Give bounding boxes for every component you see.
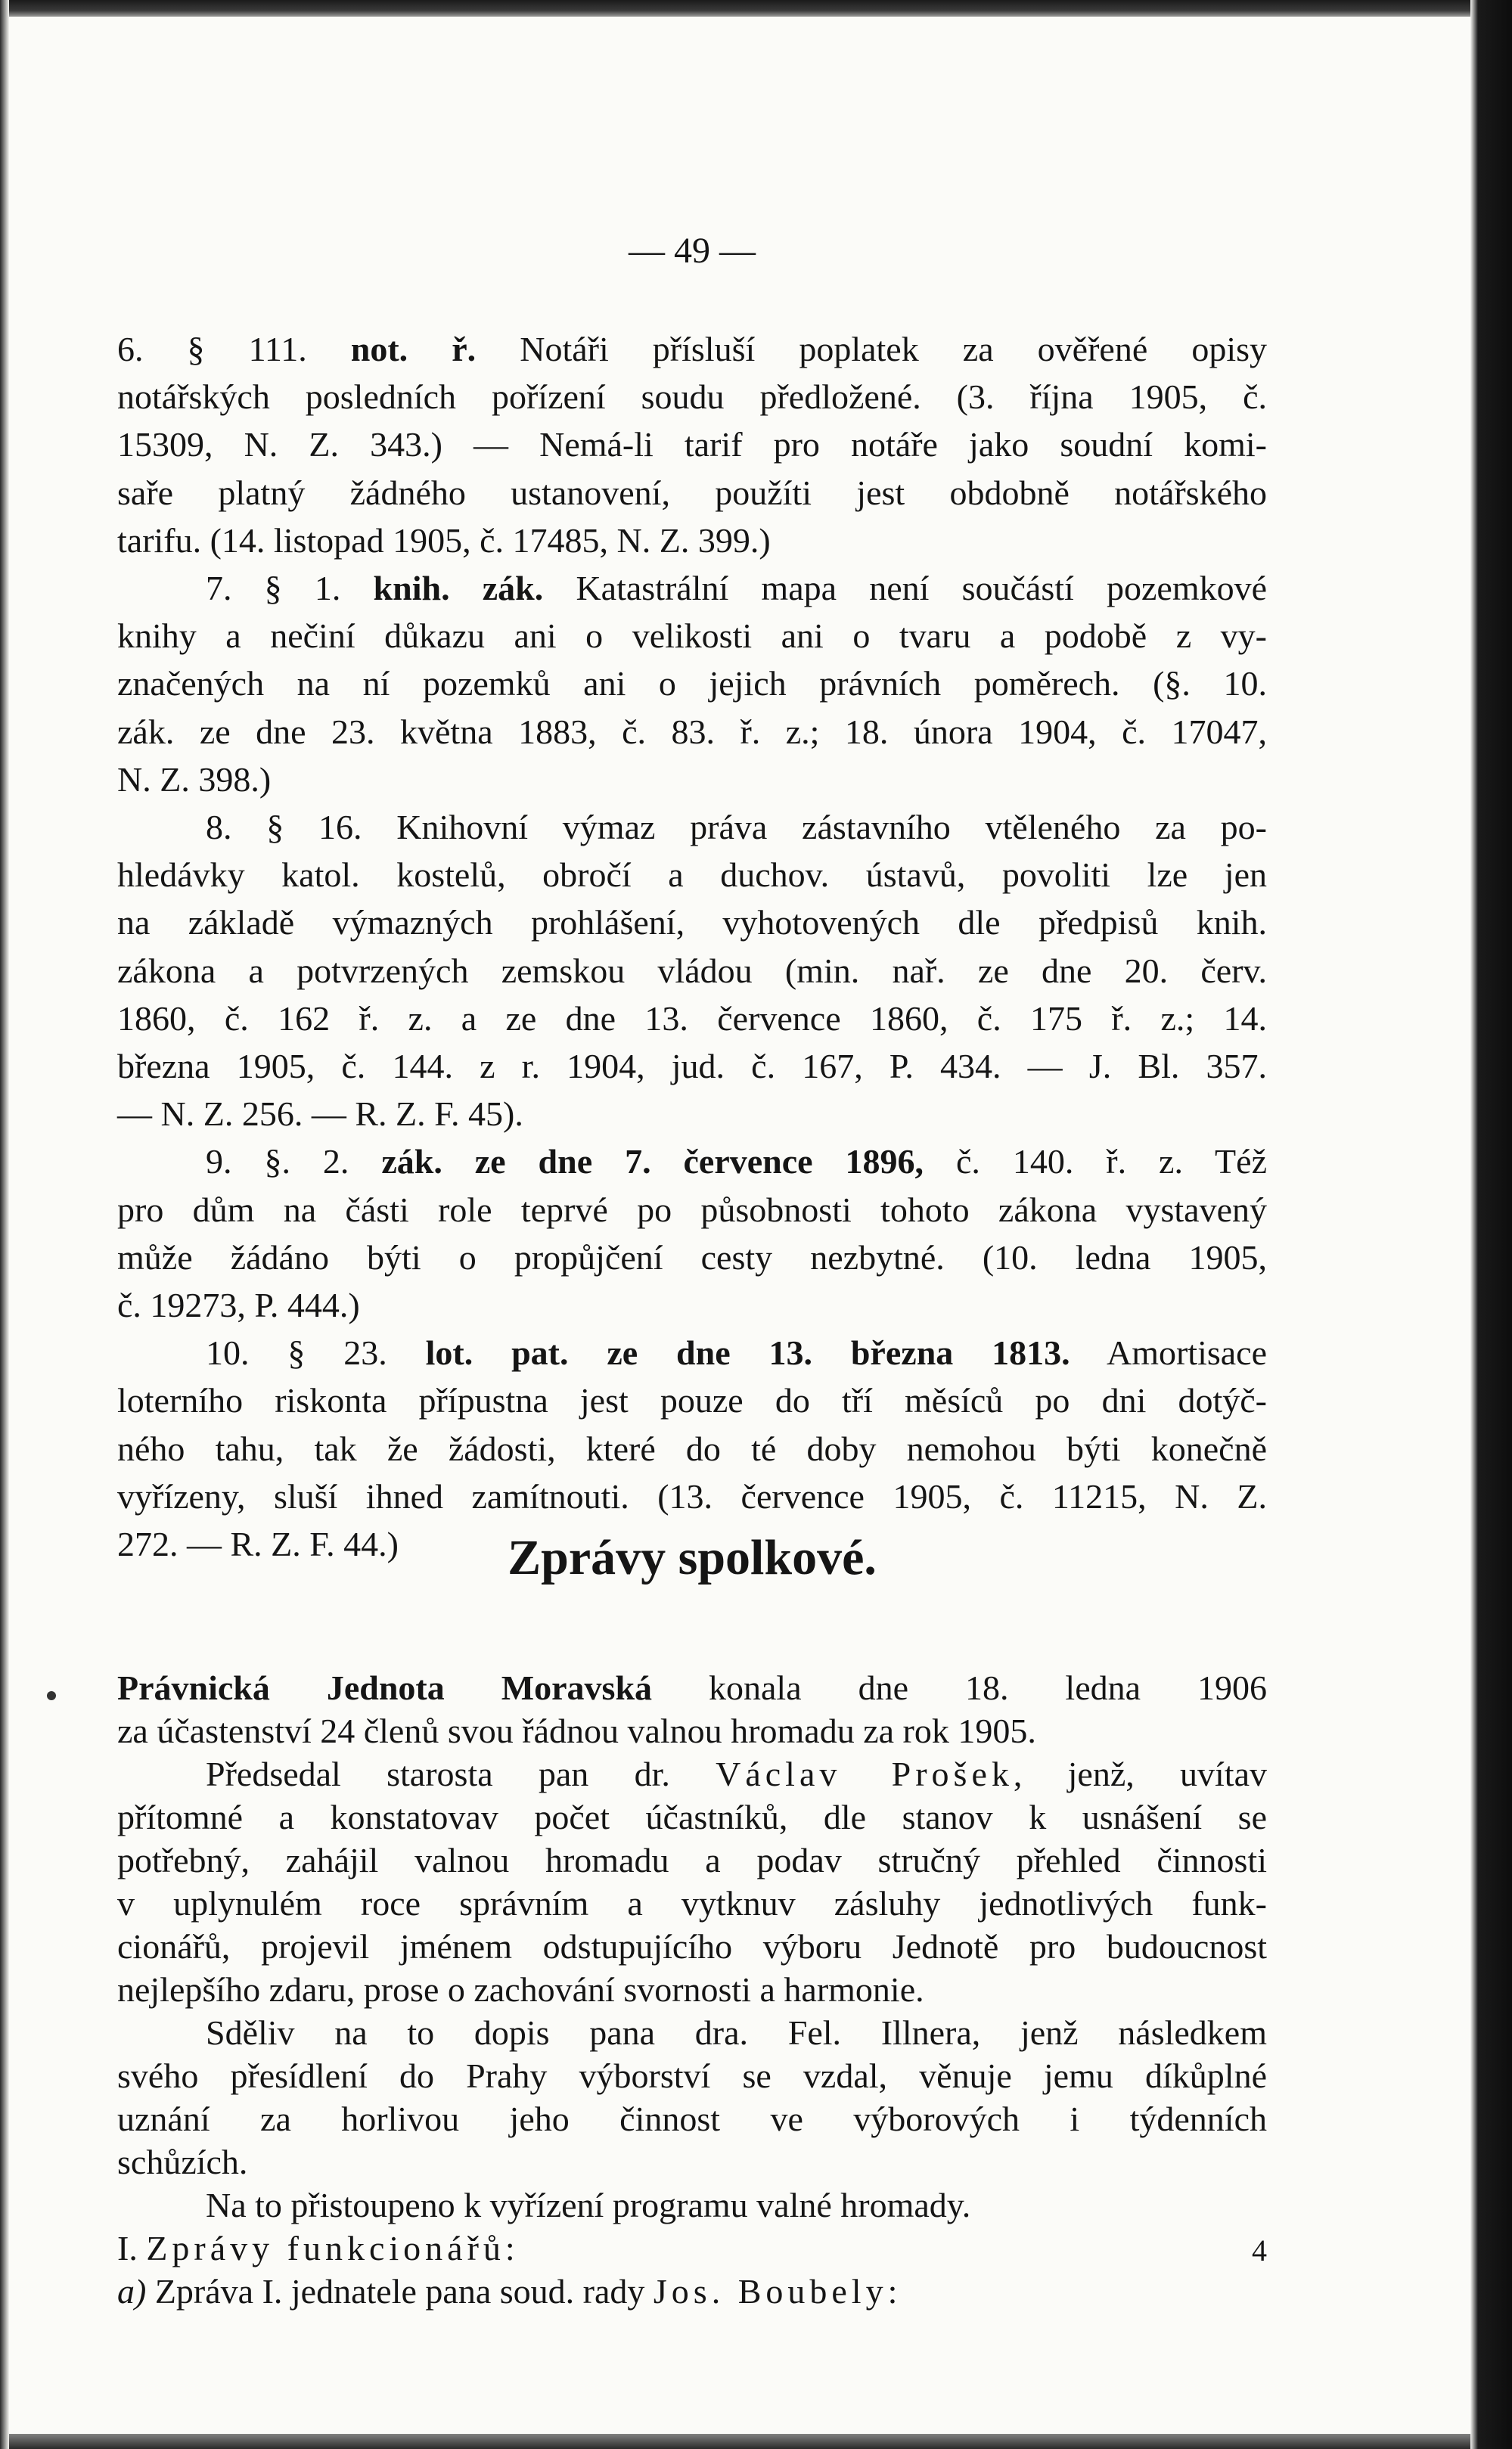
line-text-t: může žádáno býti o propůjčení cesty nezbytné. (10. ledna 1905, [117, 1237, 1267, 1277]
line-italic-i: a) [117, 2272, 147, 2311]
line-text-t: 8. § 16. Knihovní výmaz práva zástavního vtěleného za po- [206, 808, 1267, 846]
line-text-t: pro dům na části role teprvé po působnosti tohoto zákona vystavený [117, 1190, 1267, 1229]
margin-dot [47, 1691, 56, 1700]
line-text-t: vyřízeny, sluší ihned zamítnouti. (13. července 1905, č. 11215, N. Z. [117, 1476, 1267, 1516]
line-text-t: hledávky katol. kostelů, obročí a duchov. ústavů, povoliti lze jen [117, 855, 1267, 895]
text-line [117, 995, 1267, 1043]
line-text-t: svého přesídlení do Prahy výborství se vzdal, věnuje jemu díkůplné [117, 2056, 1267, 2095]
line-text-t: nejlepšího zdaru, prose o zachování svornosti a harmonie. [117, 1970, 924, 2009]
line-text-t: Notáři přísluší poplatek za ověřené opisy [476, 330, 1267, 368]
line-text-t: tarifu. (14. listopad 1905, č. 17485, N. Z. 399.) [117, 520, 771, 560]
scan-edge-right [1470, 0, 1512, 2449]
line-text-t: na základě výmazných prohlášení, vyhotovených dle předpisů knih. [117, 903, 1267, 942]
text-line [206, 803, 1267, 852]
line-text-t: schůzích. [117, 2143, 248, 2181]
line-text-t: saře platný žádného ustanovení, použíti jest obdobně notářského [117, 473, 1267, 512]
text-line [117, 1923, 1267, 1971]
line-text-t: přítomné a konstatovav počet účastníků, dle stanov k usnášení se [117, 1798, 1267, 1836]
text-line [117, 1966, 1267, 2014]
text-line [117, 1707, 1267, 1755]
section-heading: Zprávy spolkové. [508, 1530, 877, 1585]
line-lead-lead: 9. §. 2. [206, 1142, 382, 1181]
text-line [206, 1750, 1267, 1799]
line-text-t: ného tahu, tak že žádosti, které do té doby nemohou býti konečně [117, 1429, 1267, 1468]
scan-edge-left [0, 0, 9, 2449]
line-lead-lead: Zpráva I. jednatele pana soud. rady [146, 2272, 654, 2311]
text-line [117, 660, 1267, 708]
text-line [117, 1234, 1267, 1282]
line-text-t: potřebný, zahájil valnou hromadu a podav stručný přehled činnosti [117, 1841, 1267, 1879]
line-text-t: loterního riskonta přípustna jest pouze do tří měsíců po dni dotýč- [117, 1381, 1267, 1420]
text-line [117, 1425, 1267, 1473]
text-line [117, 2224, 1267, 2273]
line-bold-b: lot. pat. ze dne 13. března 1813. [425, 1333, 1070, 1373]
line-text-t: notářských posledních pořízení soudu předložené. (3. října 1905, č. [117, 377, 1267, 417]
text-line [117, 1836, 1267, 1885]
line-text-t: konala dne 18. ledna 1906 [652, 1668, 1267, 1707]
line-text-t: č. 19273, P. 444.) [117, 1286, 360, 1324]
line-lead-lead: 10. § 23. [206, 1333, 426, 1373]
line-spaced-sp: Václav Prošek [716, 1755, 1014, 1793]
text-line [117, 325, 1267, 374]
line-text-t: č. 140. ř. z. Též [924, 1142, 1267, 1181]
text-line [117, 1090, 1267, 1138]
text-line [117, 708, 1267, 756]
text-line [117, 2267, 1267, 2316]
line-lead-lead: I. [117, 2229, 147, 2267]
text-line [117, 421, 1267, 469]
line-text-t: knihy a nečiní důkazu ani o velikosti ani o tvaru a podobě z vy- [117, 616, 1267, 656]
text-line [117, 373, 1267, 421]
text-line [117, 756, 1267, 804]
line-text-t: zákona a potvrzených zemskou vládou (min. nař. ze dne 20. červ. [117, 951, 1267, 990]
text-line [117, 851, 1267, 899]
line-text-t: : [505, 2229, 515, 2267]
line-lead-lead: 7. § 1. [206, 569, 374, 607]
line-text-t: značených na ní pozemků ani o jejich právních poměrech. (§. 10. [117, 664, 1267, 703]
line-text-t: 272. — R. Z. F. 44.) [117, 1525, 399, 1563]
text-line [117, 2138, 1267, 2187]
text-line [117, 1186, 1267, 1234]
text-line [206, 2181, 1267, 2230]
page-number: — 49 — [629, 231, 756, 271]
line-text-t: N. Z. 398.) [117, 759, 272, 799]
line-text-t: , jenž, uvítav [1013, 1755, 1268, 1793]
text-line [117, 517, 1267, 565]
line-text-t: : [887, 2272, 898, 2311]
text-line [206, 2009, 1267, 2057]
text-line [117, 1793, 1267, 1842]
line-text-t: v uplynulém roce správním a vytknuv zásluhy jednotlivých funk- [117, 1884, 1267, 1923]
text-line [117, 947, 1267, 995]
line-lead-lead: 6. § 111. [117, 330, 351, 368]
line-text-t: 15309, N. Z. 343.) — Nemá-li tarif pro notáře jako soudní komi- [117, 425, 1267, 464]
line-text-t: března 1905, č. 144. z r. 1904, jud. č. 167, P. 434. — J. Bl. 357. [117, 1047, 1267, 1085]
line-text-t: zák. ze dne 23. května 1883, č. 83. ř. z.; 18. února 1904, č. 17047, [117, 712, 1267, 751]
text-line [117, 1042, 1267, 1091]
text-line [117, 1473, 1267, 1521]
line-text-t: za účastenství 24 členů svou řádnou valnou hromadu za rok 1905. [117, 1712, 1036, 1750]
line-text-t: — N. Z. 256. — R. Z. F. 45). [117, 1094, 523, 1134]
line-lead-lead: Předsedal starosta pan dr. [206, 1755, 716, 1793]
line-text-t: uznání za horlivou jeho činnost ve výborových i týdenních [117, 2100, 1267, 2138]
text-line [117, 1377, 1267, 1425]
line-bold-b: not. ř. [350, 330, 477, 368]
line-text-t: Katastrální mapa není součástí pozemkové [543, 569, 1268, 607]
line-bold-b: zák. ze dne 7. července 1896, [381, 1142, 924, 1181]
line-text-t: Amortisace [1070, 1333, 1267, 1373]
text-line [117, 612, 1267, 660]
line-text-t: Sděliv na to dopis pana dra. Fel. Illnera, jenž následkem [206, 2013, 1267, 2052]
text-line [206, 1138, 1267, 1186]
line-bold-b: Právnická Jednota Moravská [117, 1668, 653, 1707]
text-line [117, 1664, 1267, 1712]
line-text-t: 1860, č. 162 ř. z. a ze dne 13. července 1860, č. 175 ř. z.; 14. [117, 998, 1267, 1038]
line-spaced-sp: Jos. Boubely [653, 2272, 888, 2311]
text-line [117, 1281, 1267, 1330]
text-line [117, 899, 1267, 947]
signature-mark: 4 [1252, 2233, 1267, 2267]
text-line [117, 2095, 1267, 2143]
line-spaced-sp: Zprávy funkcionářů [146, 2229, 505, 2267]
text-line [206, 564, 1267, 613]
line-bold-b: knih. zák. [373, 569, 544, 607]
text-line [206, 1329, 1267, 1377]
text-line [117, 469, 1267, 517]
line-text-t: cionářů, projevil jménem odstupujícího výboru Jednotě pro budoucnost [117, 1927, 1267, 1966]
text-line [117, 2052, 1267, 2100]
text-line [117, 1879, 1267, 1928]
line-text-t: Na to přistoupeno k vyřízení programu valné hromady. [206, 2186, 971, 2224]
